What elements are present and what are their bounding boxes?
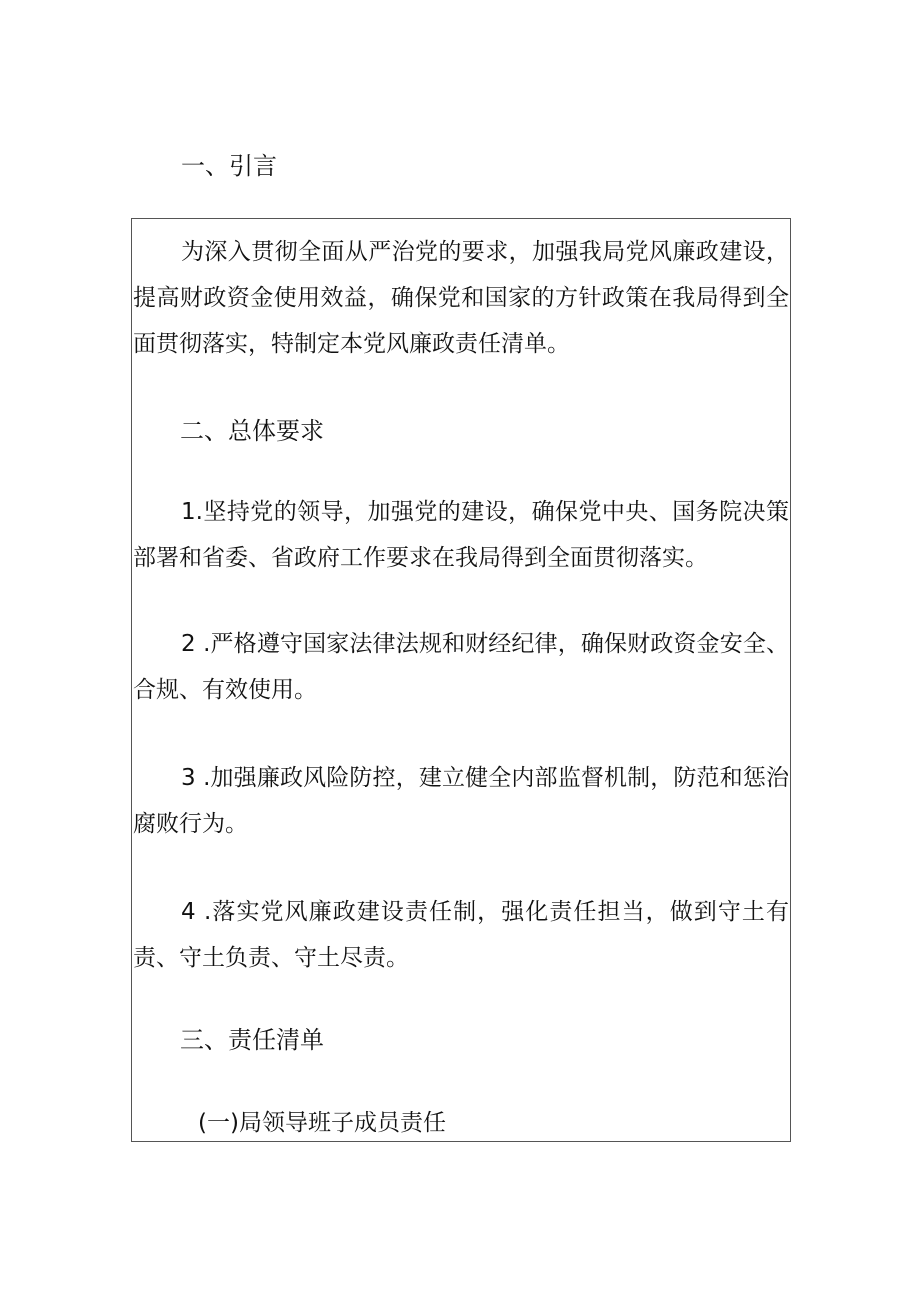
requirement-item-3: 3 .加强廉政风险防控，建立健全内部监督机制，防范和惩治腐败行为。: [133, 765, 789, 837]
content-box: [131, 218, 791, 1142]
intro-paragraph: 为深入贯彻全面从严治党的要求，加强我局党风廉政建设，提高财政资金使用效益，确保党和国家的方针政策在我局得到全面贯彻落实，特制定本党风廉政责任清单。: [133, 239, 789, 357]
section-heading-responsibility-list: 三、责任清单: [180, 1026, 324, 1054]
requirement-item-4: 4 .落实党风廉政建设责任制，强化责任担当，做到守土有责、守土负责、守土尽责。: [133, 899, 789, 971]
requirement-item-2: 2 .严格遵守国家法律法规和财经纪律，确保财政资金安全、合规、有效使用。: [133, 631, 789, 703]
subheading-leadership-responsibility: (一)局领导班子成员责任: [198, 1110, 446, 1136]
section-heading-introduction: 一、引言: [181, 152, 277, 180]
section-heading-requirements: 二、总体要求: [180, 417, 324, 445]
requirement-item-1: 1.坚持党的领导，加强党的建设，确保党中央、国务院决策部署和省委、省政府工作要求在我局得到全面贯彻落实。: [133, 499, 789, 571]
